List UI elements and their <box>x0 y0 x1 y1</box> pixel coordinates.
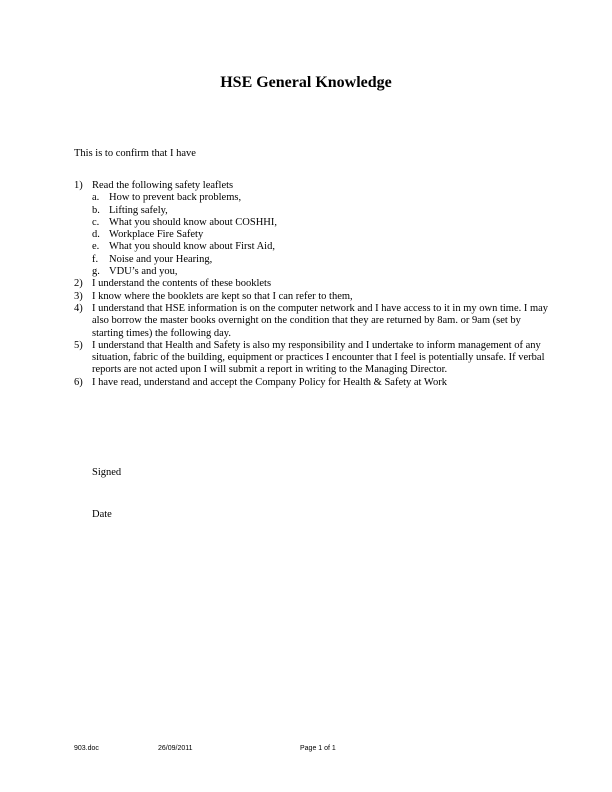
leaflet-item-f <box>92 254 554 266</box>
page-footer <box>74 745 374 757</box>
item-number: 1) <box>74 180 83 191</box>
leaflet-letter: a. <box>92 192 100 204</box>
document-title: HSE General Knowledge <box>220 74 392 91</box>
date-label: Date <box>92 509 112 520</box>
footer-filename: 903.doc <box>74 745 99 752</box>
leaflet-item-b <box>92 205 554 217</box>
item-number: 3) <box>74 290 83 302</box>
list-item-2 <box>74 278 554 290</box>
item-text: I have read, understand and accept the Company Policy for Health & Safety at Work <box>92 376 447 388</box>
item-number: 5) <box>74 339 83 351</box>
leaflet-letter: g. <box>92 266 100 278</box>
leaflet-text: Noise and your Hearing, <box>109 253 213 265</box>
leaflet-letter: d. <box>92 229 100 241</box>
leaflet-text: What you should know about COSHHI, <box>109 216 277 228</box>
item-text: Read the following safety leaflets <box>92 180 234 191</box>
footer-date: 26/09/2011 <box>158 745 193 752</box>
intro-text: This is to confirm that I have <box>74 148 196 159</box>
leaflet-text: VDU’s and you, <box>109 266 178 278</box>
leaflet-letter: f. <box>92 253 99 265</box>
signed-label: Signed <box>92 467 122 478</box>
leaflet-letter: e. <box>92 241 100 253</box>
footer-page-number: Page 1 of 1 <box>300 745 336 752</box>
confirmation-list <box>74 180 554 389</box>
leaflet-item-d <box>92 229 554 241</box>
item-number: 2) <box>74 278 83 290</box>
item-text: I understand that Health and Safety is also my responsibility and I undertake to inform management of any situation, fabric of the building, equipment or practices I encounter that I feel is potentially unsafe. If verbal reports are not acted upon I will submit a report in writing to the Managing Director. <box>92 339 545 376</box>
item-text: I understand the contents of these booklets <box>92 278 272 290</box>
leaflet-item-e <box>92 241 554 253</box>
item-text: I understand that HSE information is on the computer network and I have access to it in my own time. I may also borrow the master books overnight on the condition that they are returned by 8am. or 9am (set by starting times) the following day. <box>92 302 549 339</box>
leaflet-letter: c. <box>92 216 100 228</box>
list-item-4 <box>74 303 554 340</box>
item-number: 6) <box>74 376 83 388</box>
leaflet-text: What you should know about First Aid, <box>109 241 275 253</box>
item-text: I know where the booklets are kept so that I can refer to them, <box>92 290 353 302</box>
leaflet-list <box>92 192 554 278</box>
item-number: 4) <box>74 302 83 314</box>
leaflet-item-g <box>92 266 554 278</box>
list-item-1 <box>74 180 554 278</box>
list-item-6 <box>74 377 554 389</box>
list-item-3 <box>74 291 554 303</box>
leaflet-letter: b. <box>92 204 100 216</box>
leaflet-item-c <box>92 217 554 229</box>
list-item-5 <box>74 340 554 377</box>
leaflet-item-a <box>92 192 554 204</box>
leaflet-text: How to prevent back problems, <box>109 192 242 204</box>
leaflet-text: Workplace Fire Safety <box>109 229 204 241</box>
leaflet-text: Lifting safely, <box>109 204 168 216</box>
